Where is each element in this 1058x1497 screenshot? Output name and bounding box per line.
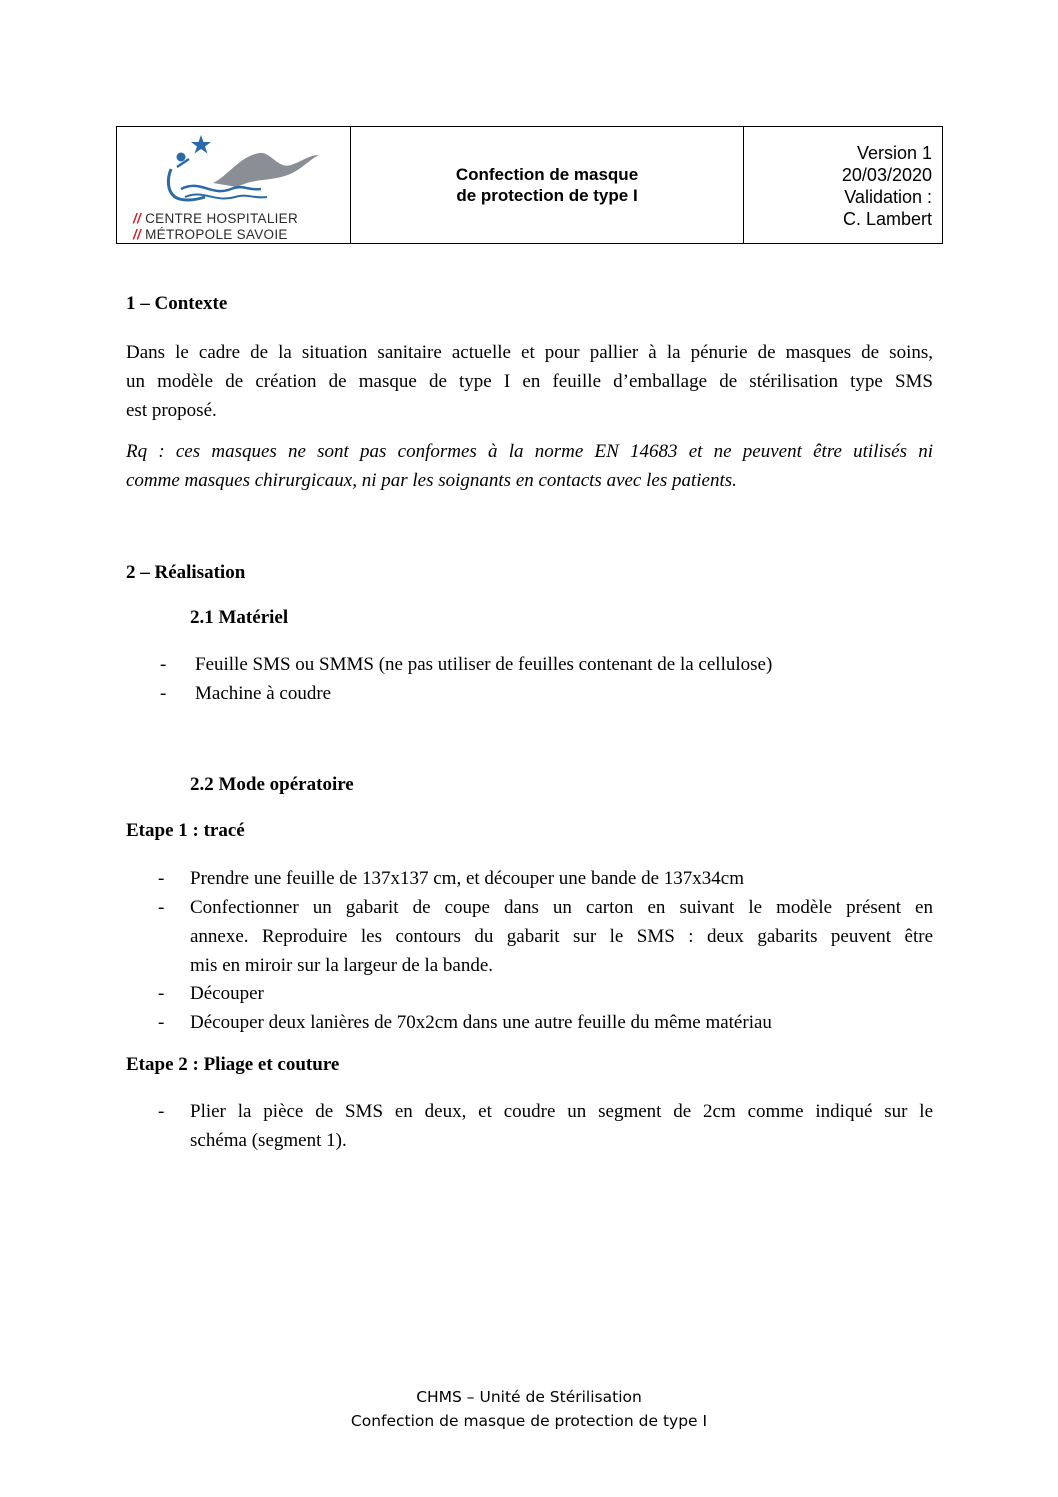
logo-red-bars: //: [133, 211, 142, 226]
step1-heading: Etape 1 : tracé: [126, 820, 245, 841]
list-item: Feuille SMS ou SMMS (ne pas utiliser de feuilles contenant de la cellulose): [195, 654, 773, 675]
footer-line2: Confection de masque de protection de type I: [350, 1412, 708, 1430]
list-item-line: annexe. Reproduire les contours du gabarit sur le SMS : deux gabarits peuvent être: [190, 926, 933, 947]
list-item-line: Confectionner un gabarit de coupe dans un carton en suivant le modèle présent en: [190, 897, 933, 918]
list-item: [190, 893, 933, 980]
logo-text-line2: // MÉTROPOLE SAVOIE: [133, 227, 288, 242]
hospital-logo: [117, 127, 351, 243]
list-item-line: Découper deux lanières de 70x2cm dans une autre feuille du même matériau: [190, 1012, 772, 1033]
bullet-marker: -: [160, 654, 167, 675]
list-item-line: Prendre une feuille de 137x137 cm, et découper une bande de 137x34cm: [190, 868, 744, 889]
document-title-line2: de protection de type I: [456, 186, 638, 205]
date-label: 20/03/2020: [841, 165, 932, 185]
subsection-heading-mode-operatoire: 2.2 Mode opératoire: [190, 774, 354, 795]
list-item-line: mis en miroir sur la largeur de la bande.: [190, 955, 494, 976]
logo-text-line1: // CENTRE HOSPITALIER: [133, 211, 299, 226]
list-item-line: Découper: [190, 983, 264, 1004]
validation-label: Validation :: [844, 187, 932, 207]
bullet-marker: -: [158, 868, 165, 889]
bullet-marker: -: [158, 1012, 165, 1033]
version-label: Version 1: [856, 143, 932, 163]
list-item-line: Plier la pièce de SMS en deux, et coudre un segment de 2cm comme indiqué sur le: [190, 1101, 933, 1122]
warning-note: [126, 437, 933, 495]
hospital-logo-icon: [141, 131, 331, 211]
document-header-table: [116, 126, 943, 244]
list-item: [190, 864, 933, 893]
list-item: Machine à coudre: [195, 683, 332, 704]
list-item-line: schéma (segment 1).: [190, 1130, 347, 1151]
note-line: comme masques chirurgicaux, ni par les soignants en contacts avec les patients.: [126, 470, 737, 491]
document-title-line1: Confection de masque: [455, 165, 639, 184]
section-heading-context: 1 – Contexte: [126, 293, 228, 314]
context-paragraph: [126, 338, 933, 425]
document-title: [351, 127, 744, 243]
footer-line1: CHMS – Unité de Stérilisation: [416, 1388, 642, 1406]
validator-name: C. Lambert: [842, 209, 932, 229]
bullet-marker: -: [158, 1101, 165, 1122]
list-item: [190, 979, 933, 1008]
note-line: Rq : ces masques ne sont pas conformes à la norme EN 14683 et ne peuvent être utilisés ni: [126, 441, 933, 462]
bullet-marker: -: [158, 897, 165, 918]
paragraph-line: est proposé.: [126, 400, 217, 421]
section-heading-realisation: 2 – Réalisation: [126, 562, 246, 583]
step2-heading: Etape 2 : Pliage et couture: [126, 1054, 340, 1075]
paragraph-line: un modèle de création de masque de type I en feuille d’emballage de stérilisation type SMS: [126, 371, 933, 392]
list-item: [190, 1008, 933, 1037]
bullet-marker: -: [158, 983, 165, 1004]
subsection-heading-materiel: 2.1 Matériel: [190, 607, 289, 628]
document-meta: [744, 127, 942, 243]
list-item: [190, 1097, 933, 1155]
paragraph-line: Dans le cadre de la situation sanitaire actuelle et pour pallier à la pénurie de masques de soins,: [126, 342, 933, 363]
bullet-marker: -: [160, 683, 167, 704]
logo-red-bars: //: [133, 227, 142, 242]
page-footer: [0, 1385, 1058, 1433]
